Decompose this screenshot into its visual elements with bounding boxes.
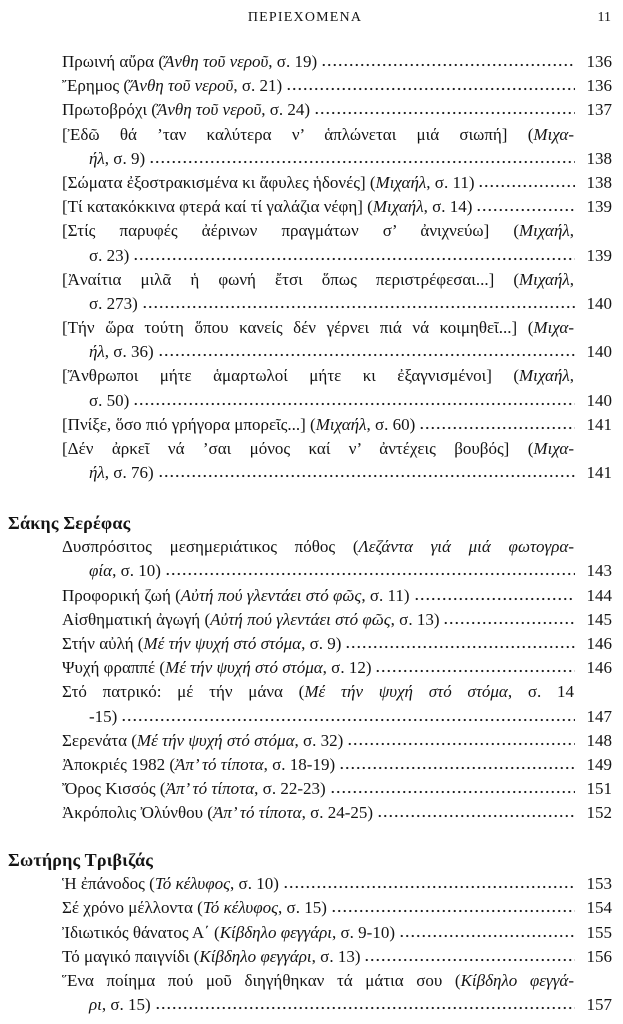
dot-leader — [330, 790, 575, 794]
page-reference: 146 — [586, 658, 612, 678]
entry-text: , — [569, 366, 574, 386]
source-title-text: Μιχαήλ — [315, 414, 367, 434]
folio-page-number: 11 — [597, 10, 611, 25]
entry-line — [62, 872, 612, 896]
page-reference: 153 — [586, 874, 612, 894]
source-title-text: Τό κέλυφος — [154, 874, 231, 894]
toc-entry — [62, 219, 612, 267]
entry-line-continued — [62, 461, 612, 485]
entry-text: , σ. 24-25) — [301, 803, 374, 823]
entry-text-group — [62, 584, 410, 608]
toc-entry — [62, 437, 612, 485]
source-title-text: Λεζάντα γιά μιά φωτογρα- — [358, 537, 574, 557]
entry-text-group — [62, 729, 343, 753]
entry-text: [Ἀναίτια μιλᾶ ἡ φωνή ἔτσι ὅπως περιστρέφεσαι...] ( — [62, 269, 520, 289]
dot-leader — [158, 474, 575, 478]
entry-text-group — [62, 366, 574, 385]
entry-text: , σ. 13) — [311, 946, 361, 966]
source-title-text: Ἄνθη τοῦ νεροῦ — [163, 52, 269, 71]
entry-text-group — [62, 50, 317, 74]
dot-leader — [331, 909, 575, 913]
entry-line — [62, 171, 612, 195]
entry-line — [62, 268, 574, 292]
entry-text: , σ. 12) — [322, 658, 372, 678]
page-reference: 151 — [586, 779, 612, 799]
toc-section — [0, 848, 623, 1017]
entry-text-group — [89, 389, 129, 413]
source-title-text: Μιχαήλ — [519, 221, 570, 241]
entry-text-group — [62, 413, 415, 437]
entry-line — [62, 801, 612, 825]
dot-leader — [443, 621, 575, 625]
source-title-text: Αὐτή πού γλεντάει στό φῶς — [210, 609, 391, 629]
entry-text: Ἡ ἐπάνοδος ( — [62, 874, 155, 894]
source-title-text: Μέ τήν ψυχή στό στόμα — [136, 730, 295, 750]
entry-text: Ἀκρόπολις Ὀλύνθου ( — [62, 803, 213, 823]
source-title-text: φία — [89, 561, 113, 581]
entry-line — [62, 753, 612, 777]
dot-leader — [133, 257, 575, 261]
page-reference: 136 — [586, 52, 612, 71]
toc-section — [0, 50, 623, 485]
dot-leader — [155, 1006, 575, 1010]
entry-text: , σ. 14) — [423, 197, 473, 217]
toc-entry — [62, 195, 612, 219]
entry-text: , — [569, 221, 574, 241]
toc-entry — [62, 680, 612, 728]
page-reference: 137 — [586, 100, 612, 120]
entry-text-group — [62, 270, 574, 289]
entry-text-group — [62, 632, 341, 656]
source-title-text: Κίβδηλο φεγγάρι — [199, 946, 312, 966]
source-title-text: Μιχα- — [533, 124, 574, 144]
entry-text: , σ. 9-10) — [332, 922, 396, 942]
entry-text: , σ. 60) — [366, 414, 416, 434]
dot-leader — [399, 934, 575, 938]
entry-text-group — [62, 98, 310, 122]
dot-leader — [377, 814, 575, 818]
entry-text-group — [62, 656, 371, 680]
source-title-text: Ἄνθη τοῦ νεροῦ — [129, 76, 234, 96]
entry-text: [Τήν ὥρα τούτη ὅπου κανείς δέν γέρνει πιά νά κοιμηθεῖ...] ( — [62, 318, 534, 338]
entry-text: Δυσπρόσιτος μεσημεριάτικος πόθος ( — [62, 537, 359, 557]
entry-line — [62, 74, 612, 98]
toc-entry — [62, 921, 612, 945]
entry-text: Αἰσθηματική ἀγωγή ( — [62, 609, 211, 629]
toc-entry — [62, 777, 612, 801]
entry-text-group — [89, 993, 151, 1017]
source-title-text: Αὐτή πού γλεντάει στό φῶς — [180, 585, 362, 605]
entry-line — [62, 608, 612, 632]
toc-entry — [62, 50, 612, 74]
entry-text-group — [62, 896, 327, 920]
entry-text: , σ. 9) — [301, 633, 342, 653]
entry-line — [62, 535, 574, 559]
entry-text-group — [89, 244, 129, 268]
toc-entry — [62, 123, 612, 171]
dot-leader — [286, 87, 575, 91]
entry-text: σ. 50) — [89, 390, 130, 410]
source-title-text: Κίβδηλο φεγγάρι — [219, 922, 333, 942]
toc-entry — [62, 268, 612, 316]
source-title-text: Μέ τήν ψυχή στό στόμα — [165, 658, 323, 678]
source-title-text: Ἀπ’ τό τίποτα — [175, 754, 264, 774]
source-title-text: Μέ τήν ψυχή στό στόμα — [143, 633, 302, 653]
entry-line — [62, 98, 612, 122]
entry-text: , σ. 14 — [507, 682, 574, 702]
entry-text-group — [89, 340, 154, 364]
source-title-text: Ἄνθη τοῦ νεροῦ — [156, 100, 262, 120]
toc-entry — [62, 969, 612, 1017]
source-title-text: ήλ — [89, 148, 105, 168]
entry-line-continued — [62, 340, 612, 364]
page-reference: 138 — [586, 148, 612, 168]
entry-text: , σ. 11) — [426, 172, 475, 192]
source-title-text: ρι — [89, 995, 102, 1015]
page-reference: 140 — [586, 293, 612, 313]
entry-text: [Πνίξε, ὅσο πιό γρήγορα μπορεῖς...] ( — [62, 414, 316, 434]
entry-text: Ἰδιωτικός θάνατος Α΄ ( — [62, 922, 220, 942]
entry-text-group — [62, 971, 574, 990]
entry-line — [62, 123, 574, 147]
entry-text: Ψυχή φραππέ ( — [62, 658, 166, 678]
entry-text: Ὄρος Κισσός ( — [62, 779, 166, 799]
toc-entry — [62, 535, 612, 583]
entry-text: Ἕνα ποίημα πού μοῦ διηγήθηκαν τά μάτια σου ( — [62, 970, 461, 990]
entry-line-continued — [62, 147, 612, 171]
entry-line — [62, 777, 612, 801]
page-reference: 136 — [586, 76, 612, 96]
page-reference: 154 — [586, 898, 612, 918]
entry-line-continued — [62, 389, 612, 413]
entry-text-group — [62, 872, 279, 896]
entry-text-group — [62, 801, 373, 825]
entry-text-group — [62, 753, 335, 777]
entry-line — [62, 413, 612, 437]
author-heading: Σωτήρης Τριβιζάς — [8, 850, 154, 870]
page-reference: 140 — [586, 390, 612, 410]
entry-line-continued — [62, 705, 612, 729]
entry-line — [62, 364, 574, 388]
toc-entry — [62, 801, 612, 825]
entry-text-group — [62, 682, 574, 701]
running-head: ΠΕΡΙΕΧΟΜΕΝΑ — [247, 10, 363, 25]
dot-leader — [321, 63, 575, 67]
entry-text: Προφορική ζωή ( — [62, 585, 181, 605]
entry-text: [Ἐδῶ θά ’ταν καλύτερα ν’ ἁπλώνεται μιά σιωπή] ( — [62, 124, 534, 144]
source-title-text: Μιχαήλ — [372, 197, 424, 217]
dot-leader — [364, 958, 575, 962]
dot-leader — [158, 353, 575, 357]
dot-leader — [347, 742, 575, 746]
dot-leader — [165, 572, 575, 576]
entry-text-group — [62, 221, 574, 240]
entry-text: , σ. 21) — [233, 76, 283, 96]
toc-entry — [62, 729, 612, 753]
entry-text: , σ. 10) — [112, 561, 161, 581]
entry-text: , σ. 9) — [104, 148, 146, 168]
entry-text: σ. 23) — [89, 245, 130, 265]
toc-entry — [62, 413, 612, 437]
entry-text-group — [62, 608, 439, 632]
source-title-text: Τό κέλυφος — [202, 898, 279, 918]
dot-leader — [419, 426, 575, 430]
dot-leader — [133, 402, 575, 406]
page-reference: 145 — [586, 609, 612, 629]
toc-entry — [62, 896, 612, 920]
source-title-text: Μιχα- — [533, 318, 574, 338]
entry-text: Ἀποκριές 1982 ( — [62, 754, 176, 774]
entry-text: , — [569, 269, 574, 289]
toc-entry — [62, 584, 612, 608]
page-reference: 146 — [586, 633, 612, 653]
entry-text: , σ. 15) — [101, 995, 151, 1015]
source-title-text: ήλ — [89, 342, 105, 362]
entry-line-continued — [62, 559, 612, 583]
dot-leader — [314, 111, 575, 115]
page-reference: 149 — [586, 754, 612, 774]
entry-line — [62, 945, 612, 969]
source-title-text: Μιχα- — [533, 439, 574, 458]
entry-text: , σ. 18-19) — [263, 754, 336, 774]
toc-entry — [62, 945, 612, 969]
entry-line — [62, 969, 574, 993]
dot-leader — [345, 645, 575, 649]
entry-text-group — [62, 125, 574, 144]
entry-text: , σ. 76) — [104, 463, 154, 483]
page-reference: 140 — [586, 342, 612, 362]
entry-line-continued — [62, 993, 612, 1017]
dot-leader — [339, 766, 575, 770]
page-reference: 147 — [586, 706, 612, 726]
page-reference: 141 — [586, 414, 612, 434]
source-title-text: Μέ τήν ψυχή στό στόμα — [304, 682, 508, 702]
entry-line — [62, 316, 574, 340]
entry-text-group — [62, 439, 574, 458]
dot-leader — [142, 305, 575, 309]
source-title-text: ήλ — [89, 463, 105, 483]
entry-text: Στήν αὐλή ( — [62, 633, 144, 653]
toc-entry — [62, 74, 612, 98]
entry-text: σ. 273) — [89, 293, 138, 313]
page-reference: 141 — [586, 463, 612, 483]
entry-text: [Σώματα ἐξοστρακισμένα κι ἄφυλες ἡδονές] ( — [62, 172, 376, 192]
dot-leader — [478, 184, 575, 188]
entry-text-group — [62, 171, 474, 195]
entry-line — [62, 50, 612, 74]
entry-line — [62, 437, 574, 461]
entry-text-group — [62, 195, 472, 219]
toc-entry — [62, 608, 612, 632]
entry-text-group — [62, 318, 574, 337]
toc-entry — [62, 364, 612, 412]
entry-text: , σ. 32) — [294, 730, 344, 750]
entry-text: [Στίς παρυφές ἀέρινων πραγμάτων σ’ ἀνιχνεύω] ( — [62, 221, 520, 241]
toc-entry — [62, 753, 612, 777]
entry-line — [62, 680, 574, 704]
entry-line — [62, 632, 612, 656]
entry-text: Πρωινή αὔρα ( — [62, 52, 164, 71]
page-reference: 155 — [586, 922, 612, 942]
author-heading: Σάκης Σερέφας — [8, 513, 131, 533]
entry-text: Ἔρημος ( — [62, 76, 130, 96]
page-reference: 143 — [586, 561, 612, 581]
page-reference: 144 — [586, 585, 612, 605]
toc-entry — [62, 171, 612, 195]
entry-text: , σ. 10) — [230, 874, 279, 894]
entry-text: , σ. 11) — [361, 585, 410, 605]
entry-text: Σερενάτα ( — [62, 730, 137, 750]
entry-text: -15) — [89, 706, 118, 726]
entry-text: Σέ χρόνο μέλλοντα ( — [62, 898, 203, 918]
toc-entry — [62, 632, 612, 656]
source-title-text: Ἀπ’ τό τίποτα — [212, 803, 302, 823]
dot-leader — [149, 160, 575, 164]
toc-entry — [62, 872, 612, 896]
entry-text: , σ. 22-23) — [254, 779, 326, 799]
entry-line — [62, 584, 612, 608]
entry-text-group — [89, 292, 138, 316]
entry-text-group — [89, 461, 154, 485]
entry-text: [Δέν ἀρκεῖ νά ’σαι μόνος καί ν’ ἀντέχεις βουβός] ( — [62, 439, 534, 458]
page-reference: 139 — [586, 197, 612, 217]
source-title-text: Μιχαήλ — [519, 269, 570, 289]
dot-leader — [375, 669, 575, 673]
entry-text: [Τί κατακόκκινα φτερά καί τί γαλάζια νέφη] ( — [62, 197, 373, 217]
page-reference: 148 — [586, 730, 612, 750]
entry-text: , σ. 13) — [390, 609, 440, 629]
source-title-text: Μιχαήλ — [519, 366, 570, 386]
page-reference: 152 — [586, 803, 612, 823]
entry-text-group — [89, 559, 161, 583]
entry-text: , σ. 19) — [268, 52, 318, 71]
dot-leader — [283, 885, 575, 889]
entry-text-group — [89, 147, 145, 171]
page-reference: 157 — [586, 995, 612, 1015]
entry-line — [62, 896, 612, 920]
source-title-text: Ἀπ’ τό τίποτα — [165, 779, 255, 799]
entry-text: Στό πατρικό: μέ τήν μάνα ( — [62, 682, 305, 702]
page-reference: 156 — [586, 946, 612, 966]
entry-text-group — [89, 705, 117, 729]
entry-text: , σ. 36) — [104, 342, 154, 362]
entry-text-group — [62, 921, 395, 945]
toc-entry — [62, 316, 612, 364]
entry-text: , σ. 24) — [261, 100, 311, 120]
entry-text: , σ. 15) — [278, 898, 327, 918]
dot-leader — [476, 208, 575, 212]
entry-line-continued — [62, 292, 612, 316]
entry-text: Τό μαγικό παιγνίδι ( — [62, 946, 200, 966]
toc-entry — [62, 98, 612, 122]
entry-text: [Ἄνθρωποι μήτε ἁμαρτωλοί μήτε κι ἐξαγνισμένοι] ( — [62, 366, 520, 386]
dot-leader — [121, 718, 575, 722]
page-reference: 138 — [586, 172, 612, 192]
source-title-text: Κίβδηλο φεγγά- — [460, 970, 574, 990]
entry-line — [62, 195, 612, 219]
toc-section — [0, 511, 623, 825]
entry-line — [62, 729, 612, 753]
entry-text-group — [62, 74, 282, 98]
entry-line — [62, 656, 612, 680]
toc-entry — [62, 656, 612, 680]
dot-leader — [414, 597, 575, 601]
entry-line — [62, 219, 574, 243]
page-reference: 139 — [586, 245, 612, 265]
entry-line — [62, 921, 612, 945]
entry-text-group — [62, 777, 326, 801]
entry-text: Πρωτοβρόχι ( — [62, 100, 157, 120]
entry-text-group — [62, 537, 574, 556]
source-title-text: Μιχαήλ — [375, 172, 427, 192]
entry-line-continued — [62, 244, 612, 268]
entry-text-group — [62, 945, 360, 969]
